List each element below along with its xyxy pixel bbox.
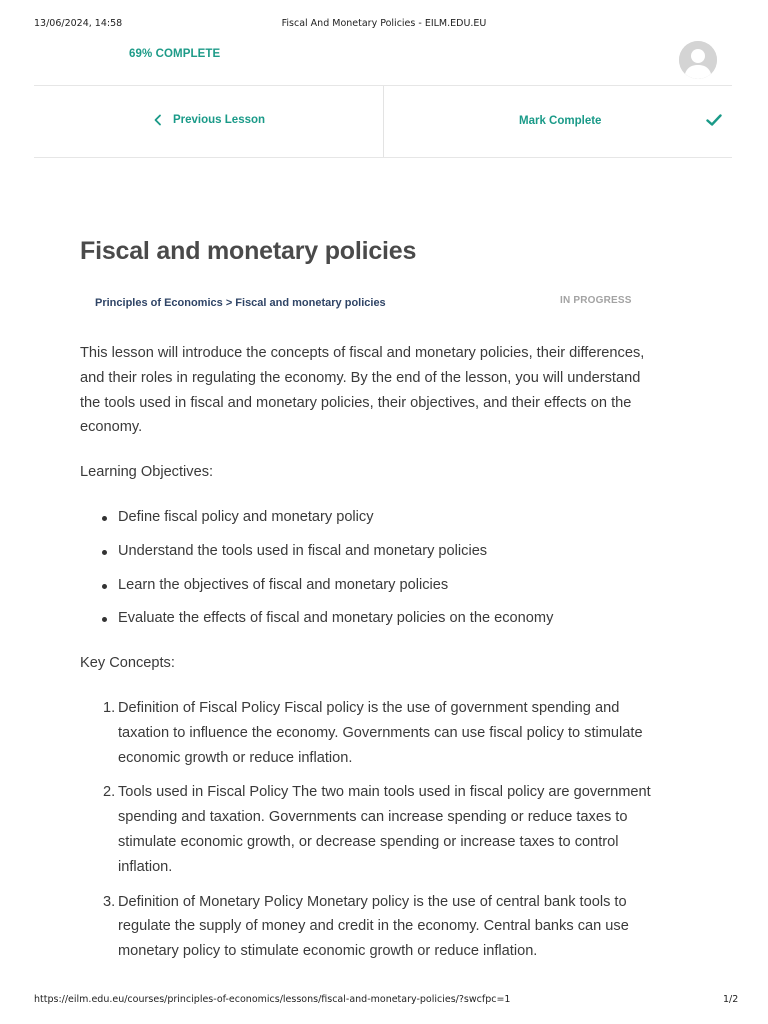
- mark-complete-label: Mark Complete: [519, 115, 602, 127]
- concepts-list: [80, 696, 660, 964]
- nav-divider: [383, 86, 384, 157]
- print-footer: [0, 994, 768, 1008]
- concept-text: Definition of Fiscal Policy Fiscal policy is the use of government spending and taxation to influence the economy. Governments can use fiscal policy to stimulate economic growth or reduce inflation.: [118, 699, 643, 766]
- objectives-heading: Learning Objectives:: [80, 464, 214, 481]
- concepts-heading: Key Concepts:: [80, 655, 175, 672]
- mark-complete-button[interactable]: [519, 111, 601, 131]
- print-datetime: 13/06/2024, 14:58: [34, 18, 123, 29]
- lesson-intro: This lesson will introduce the concepts of fiscal and monetary policies, their differences, and their roles in regulating the economy. By the end of the lesson, you will understand the tools used in fiscal and monetary policies, their objectives, and their effects on the economy.: [80, 345, 645, 436]
- concept-text: Definition of Monetary Policy Monetary policy is the use of central bank tools to regulate the supply of money and credit in the economy. Central banks can use monetary policy to stimulate economic growth or reduce inflation.: [118, 893, 629, 960]
- previous-lesson-label: Previous Lesson: [173, 114, 266, 126]
- chevron-left-icon: [152, 114, 164, 126]
- previous-lesson-button[interactable]: [152, 110, 265, 130]
- concept-text: Tools used in Fiscal Policy The two main tools used in fiscal policy are government spending and taxation. Governments can increase spending or reduce taxes to stimulate economic growth, or decrease spending or increase taxes to control inflation.: [118, 784, 651, 875]
- print-url: https://eilm.edu.eu/courses/principles-of-economics/lessons/fiscal-and-monetary-policies/?swcfpc=1: [34, 994, 511, 1005]
- user-avatar-icon[interactable]: [679, 41, 717, 79]
- objective-item: Evaluate the effects of fiscal and monetary policies on the economy: [80, 606, 660, 631]
- concept-number: 1.: [103, 699, 116, 716]
- lesson-status-badge: IN PROGRESS: [560, 295, 632, 306]
- concept-number: 2.: [103, 784, 116, 801]
- print-header: [0, 18, 768, 32]
- print-page-title: Fiscal And Monetary Policies - EILM.EDU.EU: [281, 18, 487, 29]
- objectives-list: [80, 505, 660, 631]
- concept-item: [80, 780, 660, 879]
- objective-item: Learn the objectives of fiscal and monetary policies: [80, 573, 660, 598]
- concept-number: 3.: [103, 893, 116, 910]
- breadcrumb[interactable]: Principles of Economics > Fiscal and monetary policies: [95, 297, 386, 309]
- lesson-title: Fiscal and monetary policies: [80, 237, 417, 265]
- course-progress: 69% COMPLETE: [129, 48, 221, 60]
- lesson-content: [80, 341, 660, 974]
- checkmark-icon[interactable]: [706, 113, 722, 127]
- objective-item: Understand the tools used in fiscal and monetary policies: [80, 539, 660, 564]
- objective-item: Define fiscal policy and monetary policy: [80, 505, 660, 530]
- print-page-number: 1/2: [723, 994, 739, 1005]
- lesson-navigation: [34, 85, 732, 158]
- concept-item: [80, 890, 660, 964]
- concept-item: [80, 696, 660, 770]
